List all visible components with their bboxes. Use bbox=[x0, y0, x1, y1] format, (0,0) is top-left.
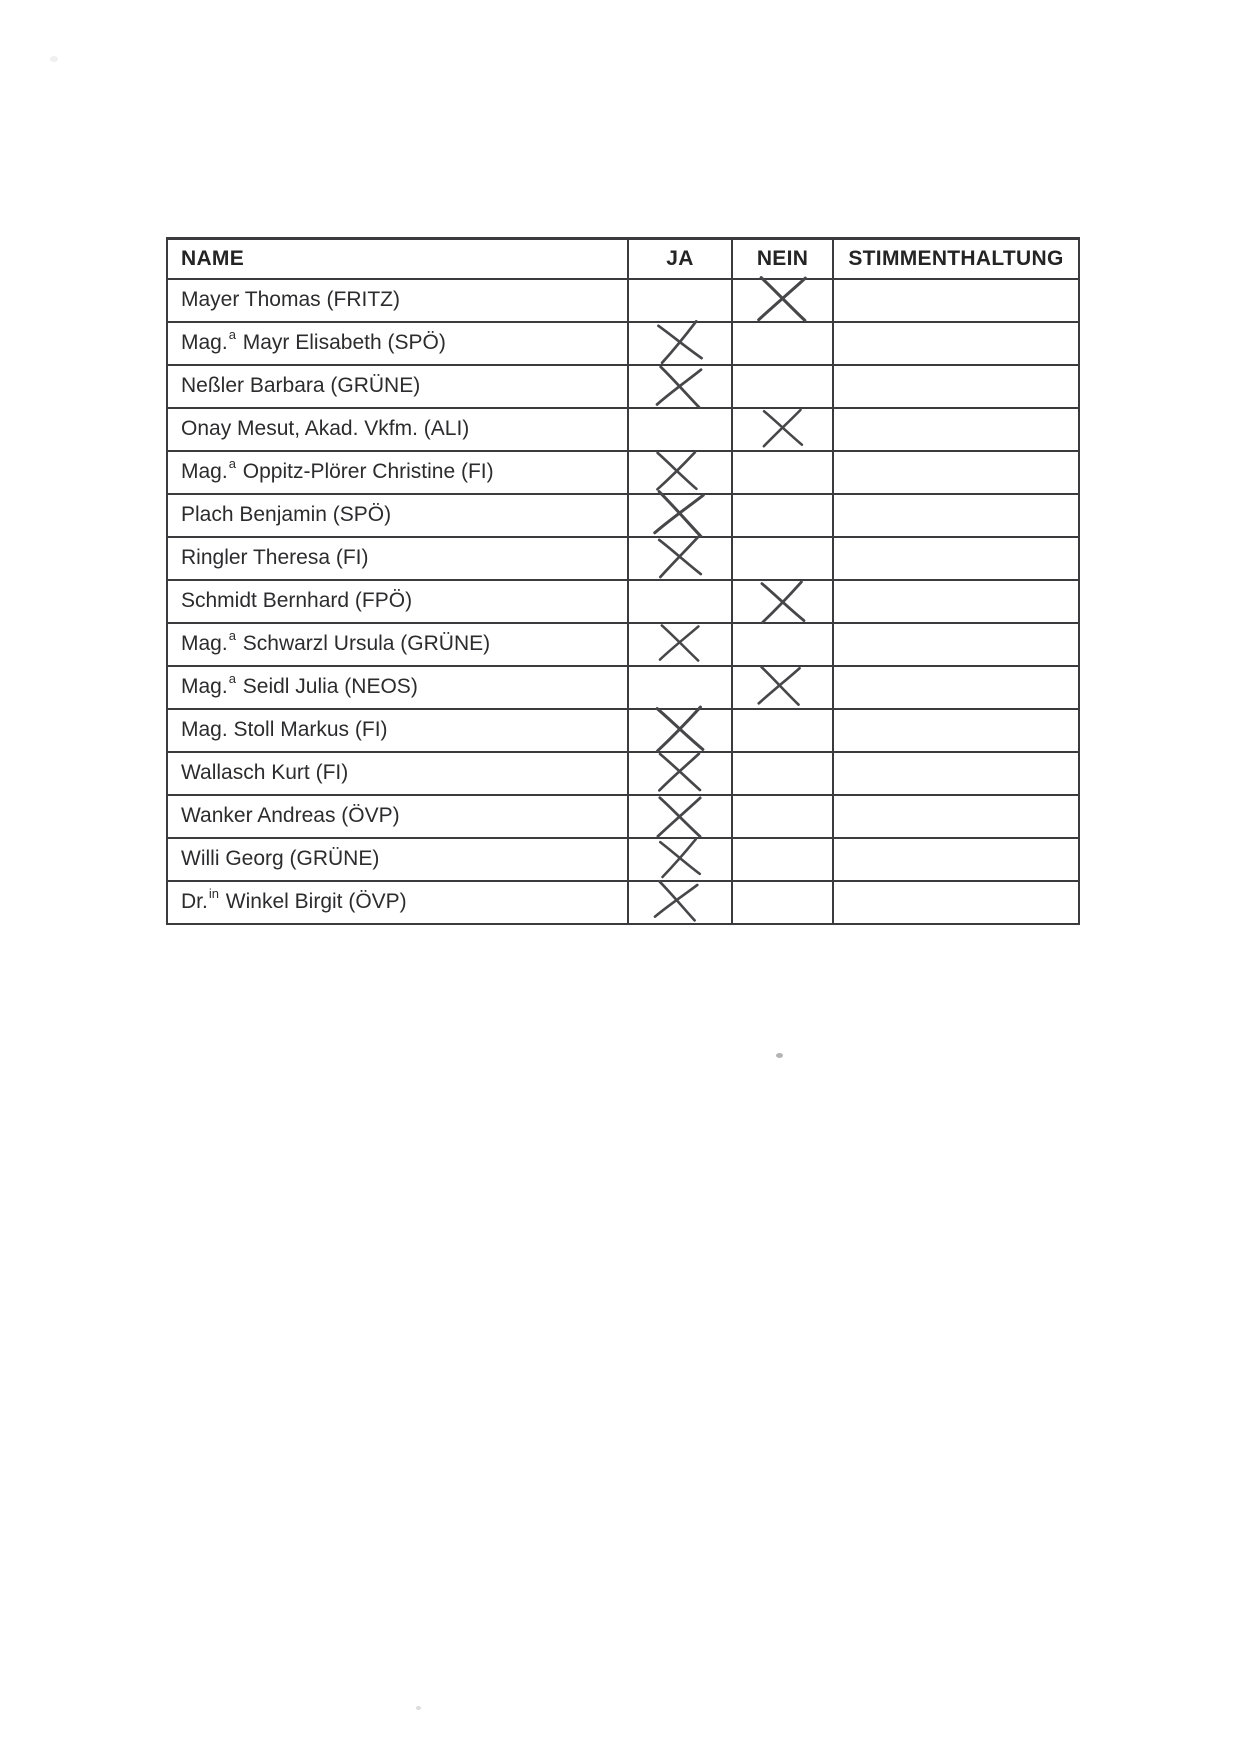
nein-cell bbox=[732, 494, 833, 537]
ja-cell bbox=[628, 408, 732, 451]
header-ja: JA bbox=[628, 239, 732, 279]
ja-cell bbox=[628, 666, 732, 709]
nein-cell bbox=[732, 279, 833, 322]
member-name-cell bbox=[167, 451, 628, 494]
x-mark bbox=[649, 487, 711, 540]
table-row bbox=[167, 537, 1079, 580]
header-row bbox=[167, 239, 1079, 279]
stimmenthaltung-cell bbox=[833, 408, 1079, 451]
stimmenthaltung-cell bbox=[833, 580, 1079, 623]
member-name: Schmidt Bernhard (FPÖ) bbox=[181, 589, 413, 612]
member-name-cell bbox=[167, 709, 628, 752]
stimmenthaltung-cell bbox=[833, 623, 1079, 666]
ja-cell bbox=[628, 365, 732, 408]
table-row bbox=[167, 881, 1079, 924]
member-name: Neßler Barbara (GRÜNE) bbox=[181, 374, 421, 397]
stimmenthaltung-cell bbox=[833, 709, 1079, 752]
member-name: Mayer Thomas (FRITZ) bbox=[181, 288, 400, 311]
stimmenthaltung-cell bbox=[833, 881, 1079, 924]
header-name: NAME bbox=[167, 239, 628, 279]
member-name-cell bbox=[167, 623, 628, 666]
x-mark bbox=[650, 447, 704, 494]
nein-cell bbox=[732, 881, 833, 924]
ja-cell bbox=[628, 752, 732, 795]
table-row bbox=[167, 494, 1079, 537]
x-mark bbox=[754, 578, 810, 626]
member-name-cell bbox=[167, 537, 628, 580]
voting-table-body bbox=[167, 279, 1079, 924]
member-name-cell bbox=[167, 580, 628, 623]
member-name-cell bbox=[167, 365, 628, 408]
stimmenthaltung-cell bbox=[833, 279, 1079, 322]
nein-cell bbox=[732, 365, 833, 408]
stimmenthaltung-cell bbox=[833, 838, 1079, 881]
member-name: Mag.$^a$ Seidl Julia (NEOS) bbox=[181, 671, 418, 698]
x-mark bbox=[655, 836, 706, 879]
x-mark bbox=[650, 877, 704, 924]
scan-speck bbox=[776, 1053, 783, 1058]
nein-cell bbox=[732, 537, 833, 580]
ja-cell bbox=[628, 881, 732, 924]
table-row bbox=[167, 580, 1079, 623]
ja-cell bbox=[628, 623, 732, 666]
nein-cell bbox=[732, 752, 833, 795]
table-row bbox=[167, 365, 1079, 408]
x-mark bbox=[652, 793, 708, 841]
nein-cell bbox=[732, 623, 833, 666]
x-mark bbox=[652, 533, 707, 581]
nein-cell bbox=[732, 580, 833, 623]
ja-cell bbox=[628, 451, 732, 494]
ja-cell bbox=[628, 795, 732, 838]
stimmenthaltung-cell bbox=[833, 365, 1079, 408]
ja-cell bbox=[628, 322, 732, 365]
nein-cell bbox=[732, 666, 833, 709]
member-name-cell bbox=[167, 494, 628, 537]
x-mark bbox=[655, 621, 706, 664]
table-row bbox=[167, 408, 1079, 451]
voting-table bbox=[166, 237, 1080, 925]
stimmenthaltung-cell bbox=[833, 322, 1079, 365]
x-mark bbox=[652, 318, 707, 366]
member-name: Mag.$^a$ Oppitz-Plörer Christine (FI) bbox=[181, 456, 494, 483]
nein-cell bbox=[732, 322, 833, 365]
member-name: Mag. Stoll Markus (FI) bbox=[181, 718, 388, 741]
member-name: Wallasch Kurt (FI) bbox=[181, 761, 349, 784]
member-name-cell bbox=[167, 795, 628, 838]
table-row bbox=[167, 322, 1079, 365]
ja-cell bbox=[628, 580, 732, 623]
table-row bbox=[167, 752, 1079, 795]
member-name: Mag.$^a$ Mayr Elisabeth (SPÖ) bbox=[181, 327, 446, 354]
nein-cell bbox=[732, 408, 833, 451]
stimmenthaltung-cell bbox=[833, 537, 1079, 580]
table-row bbox=[167, 451, 1079, 494]
table-row bbox=[167, 666, 1079, 709]
nein-cell bbox=[732, 709, 833, 752]
ja-cell bbox=[628, 709, 732, 752]
stimmenthaltung-cell bbox=[833, 666, 1079, 709]
table-row bbox=[167, 709, 1079, 752]
x-mark bbox=[751, 272, 813, 325]
member-name: Willi Georg (GRÜNE) bbox=[181, 847, 380, 870]
nein-cell bbox=[732, 451, 833, 494]
x-mark bbox=[649, 702, 711, 755]
scan-speck bbox=[416, 1706, 421, 1710]
stimmenthaltung-cell bbox=[833, 494, 1079, 537]
member-name: Mag.$^a$ Schwarzl Ursula (GRÜNE) bbox=[181, 628, 491, 655]
member-name-cell bbox=[167, 838, 628, 881]
member-name: Wanker Andreas (ÖVP) bbox=[181, 804, 400, 827]
table-row bbox=[167, 279, 1079, 322]
member-name: Dr.$^{in}$ Winkel Birgit (ÖVP) bbox=[181, 886, 407, 913]
ja-cell bbox=[628, 279, 732, 322]
stimmenthaltung-cell bbox=[833, 752, 1079, 795]
nein-cell bbox=[732, 838, 833, 881]
stimmenthaltung-cell bbox=[833, 795, 1079, 838]
scan-speck bbox=[50, 56, 58, 62]
member-name: Plach Benjamin (SPÖ) bbox=[181, 503, 392, 526]
table-row bbox=[167, 795, 1079, 838]
x-mark bbox=[752, 662, 806, 709]
member-name-cell bbox=[167, 322, 628, 365]
x-mark bbox=[652, 748, 707, 796]
member-name-cell bbox=[167, 752, 628, 795]
table-row bbox=[167, 838, 1079, 881]
member-name-cell bbox=[167, 881, 628, 924]
header-stimmenthaltung: STIMMENTHALTUNG bbox=[833, 239, 1079, 279]
member-name-cell bbox=[167, 279, 628, 322]
member-name-cell bbox=[167, 408, 628, 451]
ja-cell bbox=[628, 494, 732, 537]
nein-cell bbox=[732, 795, 833, 838]
member-name-cell bbox=[167, 666, 628, 709]
x-mark bbox=[757, 406, 808, 449]
member-name: Onay Mesut, Akad. Vkfm. (ALI) bbox=[181, 417, 470, 440]
x-mark bbox=[652, 363, 708, 411]
member-name: Ringler Theresa (FI) bbox=[181, 546, 369, 569]
header-nein: NEIN bbox=[732, 239, 833, 279]
ja-cell bbox=[628, 537, 732, 580]
table-row bbox=[167, 623, 1079, 666]
stimmenthaltung-cell bbox=[833, 451, 1079, 494]
ja-cell bbox=[628, 838, 732, 881]
